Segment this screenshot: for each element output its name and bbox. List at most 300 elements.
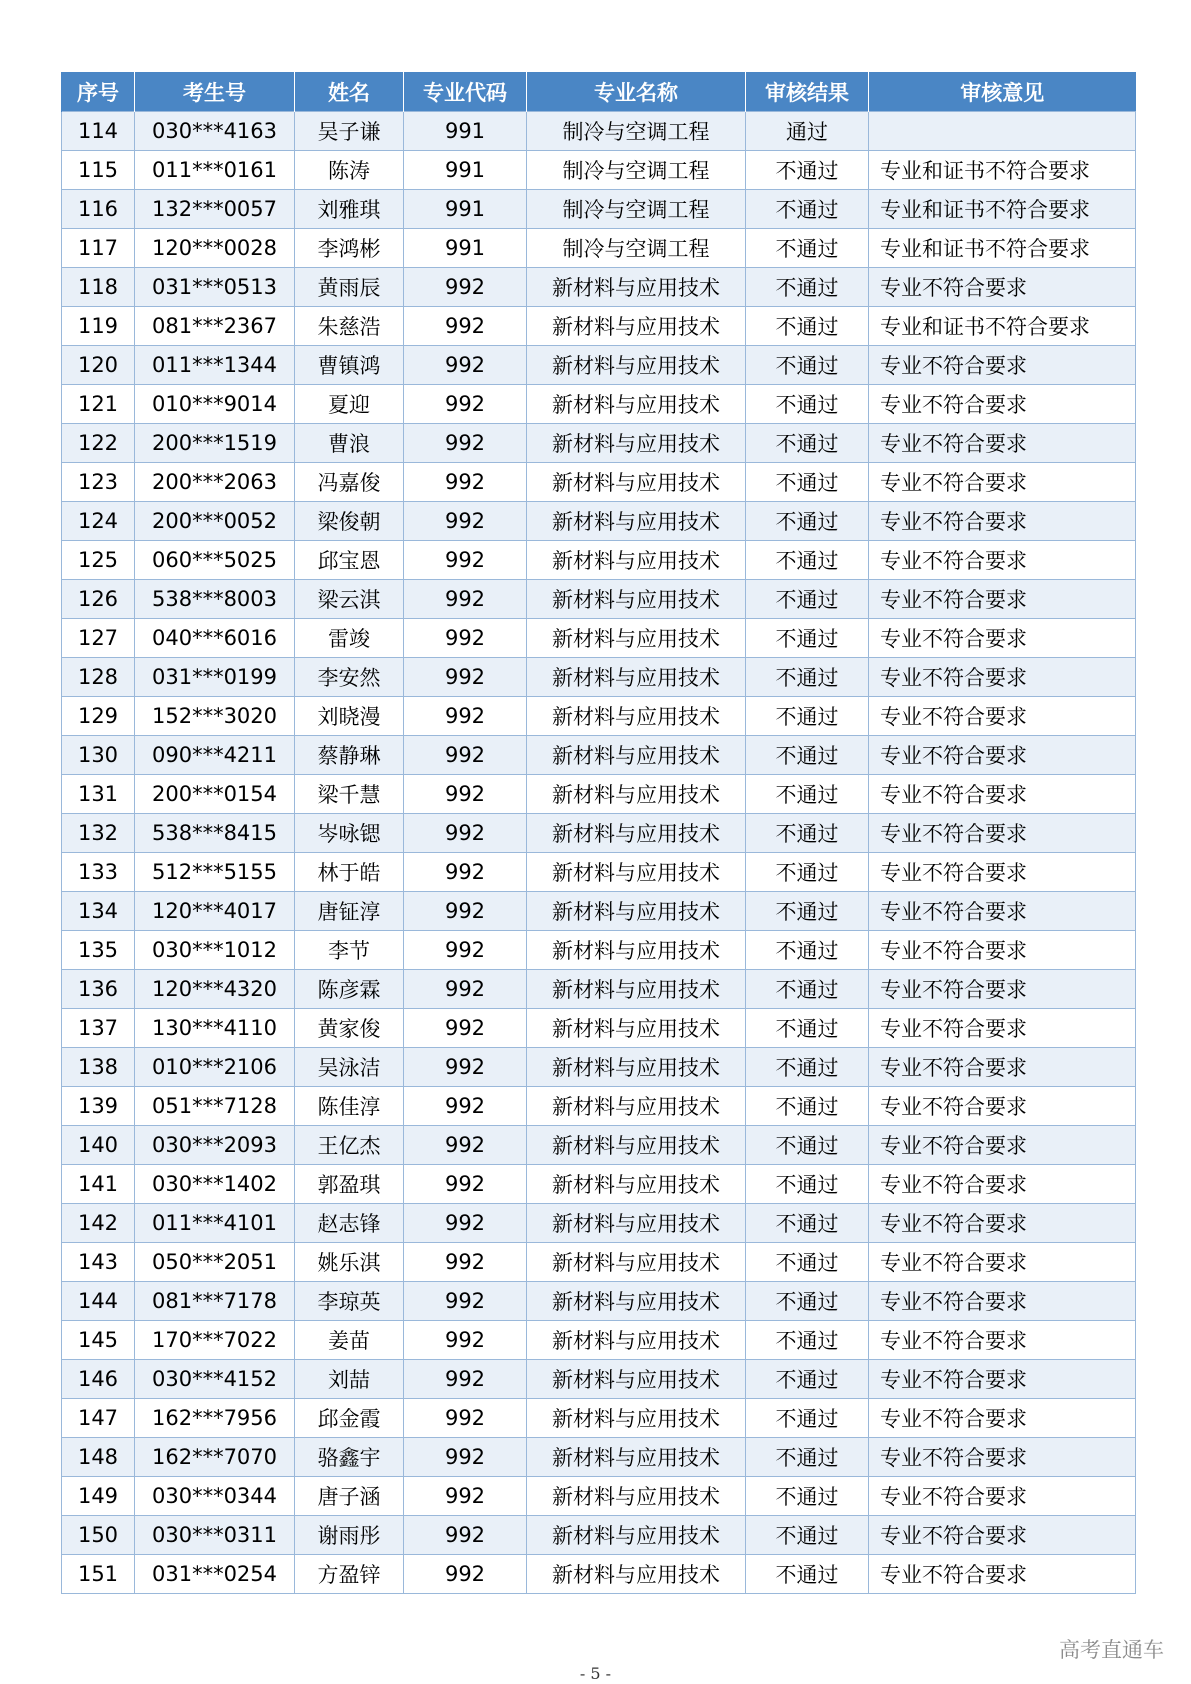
header-seq: 序号 <box>62 72 135 112</box>
cell-review-opinion: 专业不符合要求 <box>869 736 1136 775</box>
cell-review-result: 不通过 <box>746 814 869 853</box>
cell-review-opinion: 专业和证书不符合要求 <box>869 229 1136 268</box>
cell-major-code: 991 <box>404 190 527 229</box>
cell-major-name: 新材料与应用技术 <box>527 931 746 970</box>
cell-name: 吴泳洁 <box>295 1048 404 1087</box>
cell-name: 唐钲淳 <box>295 892 404 931</box>
cell-review-result: 不通过 <box>746 1477 869 1516</box>
cell-seq: 129 <box>62 697 135 736</box>
cell-name: 梁俊朝 <box>295 502 404 541</box>
cell-review-result: 不通过 <box>746 697 869 736</box>
cell-review-result: 不通过 <box>746 1555 869 1594</box>
cell-review-result: 不通过 <box>746 190 869 229</box>
cell-exam-number: 030***1402 <box>135 1165 295 1204</box>
cell-exam-number: 011***0161 <box>135 151 295 190</box>
cell-name: 梁云淇 <box>295 580 404 619</box>
cell-seq: 150 <box>62 1516 135 1555</box>
cell-review-opinion: 专业不符合要求 <box>869 1321 1136 1360</box>
cell-major-code: 992 <box>404 1282 527 1321</box>
cell-name: 刘晓漫 <box>295 697 404 736</box>
table-row <box>62 190 1136 229</box>
cell-review-result: 不通过 <box>746 1087 869 1126</box>
cell-major-name: 制冷与空调工程 <box>527 151 746 190</box>
cell-name: 夏迎 <box>295 385 404 424</box>
cell-name: 陈涛 <box>295 151 404 190</box>
cell-review-result: 不通过 <box>746 970 869 1009</box>
cell-seq: 122 <box>62 424 135 463</box>
cell-review-opinion: 专业不符合要求 <box>869 385 1136 424</box>
cell-name: 唐子涵 <box>295 1477 404 1516</box>
table-row <box>62 541 1136 580</box>
table-row <box>62 1321 1136 1360</box>
cell-major-name: 制冷与空调工程 <box>527 229 746 268</box>
cell-major-name: 新材料与应用技术 <box>527 307 746 346</box>
cell-seq: 146 <box>62 1360 135 1399</box>
cell-name: 王亿杰 <box>295 1126 404 1165</box>
cell-name: 刘雅琪 <box>295 190 404 229</box>
cell-review-opinion: 专业不符合要求 <box>869 268 1136 307</box>
table-row <box>62 151 1136 190</box>
cell-major-name: 制冷与空调工程 <box>527 112 746 151</box>
cell-review-result: 不通过 <box>746 151 869 190</box>
table-row <box>62 1516 1136 1555</box>
table-row <box>62 1048 1136 1087</box>
cell-review-opinion: 专业不符合要求 <box>869 463 1136 502</box>
cell-review-opinion: 专业不符合要求 <box>869 970 1136 1009</box>
cell-exam-number: 162***7956 <box>135 1399 295 1438</box>
cell-major-code: 992 <box>404 736 527 775</box>
cell-seq: 144 <box>62 1282 135 1321</box>
cell-review-opinion: 专业不符合要求 <box>869 424 1136 463</box>
table-row <box>62 736 1136 775</box>
cell-major-code: 992 <box>404 268 527 307</box>
cell-review-result: 不通过 <box>746 619 869 658</box>
cell-major-name: 新材料与应用技术 <box>527 697 746 736</box>
cell-major-name: 新材料与应用技术 <box>527 1048 746 1087</box>
cell-seq: 114 <box>62 112 135 151</box>
cell-review-result: 不通过 <box>746 1360 869 1399</box>
cell-exam-number: 010***9014 <box>135 385 295 424</box>
cell-major-code: 992 <box>404 580 527 619</box>
cell-exam-number: 031***0513 <box>135 268 295 307</box>
table-row <box>62 1555 1136 1594</box>
cell-exam-number: 090***4211 <box>135 736 295 775</box>
cell-major-name: 制冷与空调工程 <box>527 190 746 229</box>
table-row <box>62 619 1136 658</box>
cell-review-result: 不通过 <box>746 502 869 541</box>
table-row <box>62 775 1136 814</box>
cell-seq: 123 <box>62 463 135 502</box>
cell-name: 黄雨辰 <box>295 268 404 307</box>
cell-major-code: 992 <box>404 1126 527 1165</box>
cell-review-result: 不通过 <box>746 1399 869 1438</box>
cell-exam-number: 060***5025 <box>135 541 295 580</box>
cell-major-code: 992 <box>404 463 527 502</box>
cell-review-result: 不通过 <box>746 307 869 346</box>
cell-review-opinion: 专业不符合要求 <box>869 1360 1136 1399</box>
cell-major-code: 992 <box>404 1555 527 1594</box>
cell-seq: 116 <box>62 190 135 229</box>
cell-major-name: 新材料与应用技术 <box>527 1321 746 1360</box>
table-row <box>62 853 1136 892</box>
cell-major-code: 992 <box>404 424 527 463</box>
cell-seq: 149 <box>62 1477 135 1516</box>
table-row <box>62 658 1136 697</box>
cell-review-result: 不通过 <box>746 541 869 580</box>
cell-exam-number: 030***1012 <box>135 931 295 970</box>
cell-seq: 143 <box>62 1243 135 1282</box>
cell-major-name: 新材料与应用技术 <box>527 346 746 385</box>
cell-major-name: 新材料与应用技术 <box>527 1399 746 1438</box>
cell-review-opinion <box>869 112 1136 151</box>
cell-exam-number: 030***0311 <box>135 1516 295 1555</box>
table-row <box>62 1204 1136 1243</box>
cell-exam-number: 120***4320 <box>135 970 295 1009</box>
cell-review-opinion: 专业和证书不符合要求 <box>869 190 1136 229</box>
cell-major-name: 新材料与应用技术 <box>527 1126 746 1165</box>
cell-major-name: 新材料与应用技术 <box>527 1009 746 1048</box>
cell-review-opinion: 专业不符合要求 <box>869 658 1136 697</box>
cell-exam-number: 030***2093 <box>135 1126 295 1165</box>
cell-major-name: 新材料与应用技术 <box>527 1165 746 1204</box>
cell-name: 邱宝恩 <box>295 541 404 580</box>
cell-exam-number: 120***0028 <box>135 229 295 268</box>
header-exam-number: 考生号 <box>135 72 295 112</box>
cell-seq: 137 <box>62 1009 135 1048</box>
cell-major-code: 992 <box>404 1321 527 1360</box>
cell-name: 刘喆 <box>295 1360 404 1399</box>
cell-major-name: 新材料与应用技术 <box>527 619 746 658</box>
cell-review-result: 不通过 <box>746 853 869 892</box>
cell-review-result: 不通过 <box>746 1438 869 1477</box>
cell-major-code: 992 <box>404 1360 527 1399</box>
header-major-name: 专业名称 <box>527 72 746 112</box>
cell-seq: 120 <box>62 346 135 385</box>
cell-exam-number: 170***7022 <box>135 1321 295 1360</box>
cell-seq: 151 <box>62 1555 135 1594</box>
cell-major-name: 新材料与应用技术 <box>527 268 746 307</box>
cell-major-code: 992 <box>404 1477 527 1516</box>
table-row <box>62 892 1136 931</box>
cell-review-result: 不通过 <box>746 1048 869 1087</box>
cell-major-name: 新材料与应用技术 <box>527 1555 746 1594</box>
cell-major-code: 992 <box>404 1516 527 1555</box>
cell-major-code: 992 <box>404 853 527 892</box>
cell-name: 李安然 <box>295 658 404 697</box>
table-row <box>62 307 1136 346</box>
cell-name: 梁千慧 <box>295 775 404 814</box>
review-results-table <box>61 72 1136 1594</box>
cell-name: 冯嘉俊 <box>295 463 404 502</box>
cell-exam-number: 040***6016 <box>135 619 295 658</box>
cell-review-result: 不通过 <box>746 1204 869 1243</box>
cell-review-opinion: 专业不符合要求 <box>869 1555 1136 1594</box>
cell-major-name: 新材料与应用技术 <box>527 814 746 853</box>
cell-name: 李节 <box>295 931 404 970</box>
cell-review-opinion: 专业不符合要求 <box>869 814 1136 853</box>
cell-name: 岑咏锶 <box>295 814 404 853</box>
cell-review-opinion: 专业不符合要求 <box>869 1516 1136 1555</box>
cell-name: 方盈锌 <box>295 1555 404 1594</box>
cell-review-result: 不通过 <box>746 931 869 970</box>
table-row <box>62 1282 1136 1321</box>
cell-major-code: 992 <box>404 1204 527 1243</box>
cell-exam-number: 538***8003 <box>135 580 295 619</box>
cell-exam-number: 200***2063 <box>135 463 295 502</box>
page-number: - 5 - <box>579 1664 612 1683</box>
table-row <box>62 1126 1136 1165</box>
cell-major-code: 991 <box>404 229 527 268</box>
cell-review-opinion: 专业不符合要求 <box>869 1477 1136 1516</box>
cell-major-name: 新材料与应用技术 <box>527 1438 746 1477</box>
cell-name: 姜苗 <box>295 1321 404 1360</box>
table-row <box>62 112 1136 151</box>
table-row <box>62 268 1136 307</box>
cell-seq: 121 <box>62 385 135 424</box>
cell-review-opinion: 专业不符合要求 <box>869 775 1136 814</box>
cell-exam-number: 200***0154 <box>135 775 295 814</box>
cell-exam-number: 200***0052 <box>135 502 295 541</box>
cell-name: 郭盈琪 <box>295 1165 404 1204</box>
cell-seq: 142 <box>62 1204 135 1243</box>
cell-review-opinion: 专业不符合要求 <box>869 346 1136 385</box>
cell-review-result: 不通过 <box>746 1516 869 1555</box>
cell-exam-number: 538***8415 <box>135 814 295 853</box>
cell-name: 陈佳淳 <box>295 1087 404 1126</box>
cell-exam-number: 010***2106 <box>135 1048 295 1087</box>
cell-review-opinion: 专业和证书不符合要求 <box>869 151 1136 190</box>
cell-name: 雷竣 <box>295 619 404 658</box>
table-row <box>62 1165 1136 1204</box>
table-row <box>62 1087 1136 1126</box>
cell-review-result: 不通过 <box>746 268 869 307</box>
cell-exam-number: 152***3020 <box>135 697 295 736</box>
cell-major-name: 新材料与应用技术 <box>527 1087 746 1126</box>
cell-seq: 115 <box>62 151 135 190</box>
cell-review-opinion: 专业不符合要求 <box>869 1009 1136 1048</box>
cell-name: 赵志锋 <box>295 1204 404 1243</box>
table-row <box>62 385 1136 424</box>
cell-major-code: 992 <box>404 619 527 658</box>
table-row <box>62 1399 1136 1438</box>
table-row <box>62 970 1136 1009</box>
cell-exam-number: 132***0057 <box>135 190 295 229</box>
cell-exam-number: 081***7178 <box>135 1282 295 1321</box>
cell-review-opinion: 专业不符合要求 <box>869 1087 1136 1126</box>
cell-review-result: 不通过 <box>746 1243 869 1282</box>
cell-major-code: 992 <box>404 1438 527 1477</box>
cell-review-opinion: 专业不符合要求 <box>869 619 1136 658</box>
cell-review-result: 不通过 <box>746 385 869 424</box>
cell-seq: 127 <box>62 619 135 658</box>
cell-name: 李鸿彬 <box>295 229 404 268</box>
cell-review-result: 不通过 <box>746 736 869 775</box>
cell-review-result: 不通过 <box>746 1009 869 1048</box>
cell-review-result: 不通过 <box>746 1126 869 1165</box>
cell-seq: 124 <box>62 502 135 541</box>
cell-seq: 134 <box>62 892 135 931</box>
cell-name: 骆鑫宇 <box>295 1438 404 1477</box>
cell-major-code: 991 <box>404 151 527 190</box>
cell-major-name: 新材料与应用技术 <box>527 853 746 892</box>
cell-seq: 139 <box>62 1087 135 1126</box>
cell-review-opinion: 专业不符合要求 <box>869 580 1136 619</box>
table-row <box>62 424 1136 463</box>
cell-review-opinion: 专业不符合要求 <box>869 541 1136 580</box>
cell-major-code: 992 <box>404 1243 527 1282</box>
cell-major-code: 992 <box>404 892 527 931</box>
cell-seq: 126 <box>62 580 135 619</box>
table-row <box>62 580 1136 619</box>
cell-exam-number: 051***7128 <box>135 1087 295 1126</box>
cell-review-opinion: 专业不符合要求 <box>869 697 1136 736</box>
table-row <box>62 1438 1136 1477</box>
cell-review-opinion: 专业不符合要求 <box>869 1126 1136 1165</box>
cell-exam-number: 512***5155 <box>135 853 295 892</box>
cell-exam-number: 130***4110 <box>135 1009 295 1048</box>
cell-name: 曹浪 <box>295 424 404 463</box>
cell-seq: 130 <box>62 736 135 775</box>
header-name: 姓名 <box>295 72 404 112</box>
cell-seq: 138 <box>62 1048 135 1087</box>
table-row <box>62 463 1136 502</box>
cell-major-code: 992 <box>404 814 527 853</box>
cell-major-code: 992 <box>404 1048 527 1087</box>
cell-name: 姚乐淇 <box>295 1243 404 1282</box>
cell-review-opinion: 专业不符合要求 <box>869 1048 1136 1087</box>
header-row <box>62 72 1136 112</box>
cell-major-name: 新材料与应用技术 <box>527 1243 746 1282</box>
cell-name: 朱慈浩 <box>295 307 404 346</box>
cell-review-opinion: 专业不符合要求 <box>869 1165 1136 1204</box>
cell-major-name: 新材料与应用技术 <box>527 424 746 463</box>
cell-review-opinion: 专业不符合要求 <box>869 502 1136 541</box>
cell-review-result: 不通过 <box>746 229 869 268</box>
cell-major-code: 992 <box>404 697 527 736</box>
cell-review-result: 不通过 <box>746 346 869 385</box>
cell-review-opinion: 专业不符合要求 <box>869 931 1136 970</box>
cell-exam-number: 011***4101 <box>135 1204 295 1243</box>
cell-review-opinion: 专业不符合要求 <box>869 1282 1136 1321</box>
table-body <box>62 112 1136 1594</box>
cell-review-opinion: 专业不符合要求 <box>869 1399 1136 1438</box>
cell-major-code: 992 <box>404 775 527 814</box>
cell-major-code: 992 <box>404 385 527 424</box>
cell-exam-number: 031***0199 <box>135 658 295 697</box>
cell-name: 曹镇鸿 <box>295 346 404 385</box>
cell-major-name: 新材料与应用技术 <box>527 385 746 424</box>
cell-seq: 125 <box>62 541 135 580</box>
cell-exam-number: 030***0344 <box>135 1477 295 1516</box>
cell-seq: 136 <box>62 970 135 1009</box>
cell-name: 邱金霞 <box>295 1399 404 1438</box>
cell-major-name: 新材料与应用技术 <box>527 970 746 1009</box>
cell-seq: 145 <box>62 1321 135 1360</box>
table-row <box>62 814 1136 853</box>
cell-major-code: 992 <box>404 970 527 1009</box>
cell-exam-number: 030***4163 <box>135 112 295 151</box>
table-row <box>62 931 1136 970</box>
table-row <box>62 1360 1136 1399</box>
cell-major-name: 新材料与应用技术 <box>527 580 746 619</box>
cell-name: 谢雨彤 <box>295 1516 404 1555</box>
cell-review-opinion: 专业不符合要求 <box>869 1243 1136 1282</box>
cell-name: 黄家俊 <box>295 1009 404 1048</box>
cell-seq: 135 <box>62 931 135 970</box>
cell-major-code: 991 <box>404 112 527 151</box>
cell-review-result: 不通过 <box>746 580 869 619</box>
cell-major-code: 992 <box>404 502 527 541</box>
cell-exam-number: 162***7070 <box>135 1438 295 1477</box>
table-row <box>62 1243 1136 1282</box>
cell-major-code: 992 <box>404 1165 527 1204</box>
cell-seq: 140 <box>62 1126 135 1165</box>
table-row <box>62 1477 1136 1516</box>
cell-seq: 148 <box>62 1438 135 1477</box>
cell-review-opinion: 专业不符合要求 <box>869 1204 1136 1243</box>
cell-major-code: 992 <box>404 346 527 385</box>
cell-exam-number: 011***1344 <box>135 346 295 385</box>
cell-major-name: 新材料与应用技术 <box>527 1282 746 1321</box>
cell-review-opinion: 专业和证书不符合要求 <box>869 307 1136 346</box>
cell-seq: 117 <box>62 229 135 268</box>
cell-major-name: 新材料与应用技术 <box>527 775 746 814</box>
cell-seq: 147 <box>62 1399 135 1438</box>
cell-name: 李琼英 <box>295 1282 404 1321</box>
cell-exam-number: 120***4017 <box>135 892 295 931</box>
cell-review-result: 不通过 <box>746 463 869 502</box>
cell-seq: 128 <box>62 658 135 697</box>
cell-major-name: 新材料与应用技术 <box>527 892 746 931</box>
cell-major-name: 新材料与应用技术 <box>527 1516 746 1555</box>
cell-review-result: 不通过 <box>746 658 869 697</box>
cell-name: 蔡静琳 <box>295 736 404 775</box>
header-major-code: 专业代码 <box>404 72 527 112</box>
cell-review-opinion: 专业不符合要求 <box>869 892 1136 931</box>
cell-name: 吴子谦 <box>295 112 404 151</box>
cell-seq: 133 <box>62 853 135 892</box>
cell-major-code: 992 <box>404 658 527 697</box>
table-row <box>62 697 1136 736</box>
cell-exam-number: 050***2051 <box>135 1243 295 1282</box>
cell-review-result: 不通过 <box>746 1321 869 1360</box>
cell-major-name: 新材料与应用技术 <box>527 1204 746 1243</box>
cell-review-result: 不通过 <box>746 775 869 814</box>
header-review-result: 审核结果 <box>746 72 869 112</box>
cell-major-name: 新材料与应用技术 <box>527 658 746 697</box>
table-row <box>62 502 1136 541</box>
cell-major-name: 新材料与应用技术 <box>527 541 746 580</box>
watermark-text: 高考直通车 <box>1059 1638 1164 1662</box>
cell-seq: 132 <box>62 814 135 853</box>
cell-review-result: 通过 <box>746 112 869 151</box>
cell-review-opinion: 专业不符合要求 <box>869 853 1136 892</box>
cell-major-code: 992 <box>404 1009 527 1048</box>
cell-name: 陈彦霖 <box>295 970 404 1009</box>
cell-name: 林于皓 <box>295 853 404 892</box>
cell-major-code: 992 <box>404 541 527 580</box>
cell-review-result: 不通过 <box>746 424 869 463</box>
cell-seq: 118 <box>62 268 135 307</box>
cell-major-code: 992 <box>404 1087 527 1126</box>
cell-review-result: 不通过 <box>746 1282 869 1321</box>
cell-major-name: 新材料与应用技术 <box>527 463 746 502</box>
cell-major-code: 992 <box>404 307 527 346</box>
cell-exam-number: 030***4152 <box>135 1360 295 1399</box>
cell-major-name: 新材料与应用技术 <box>527 502 746 541</box>
cell-major-name: 新材料与应用技术 <box>527 1477 746 1516</box>
table-row <box>62 229 1136 268</box>
